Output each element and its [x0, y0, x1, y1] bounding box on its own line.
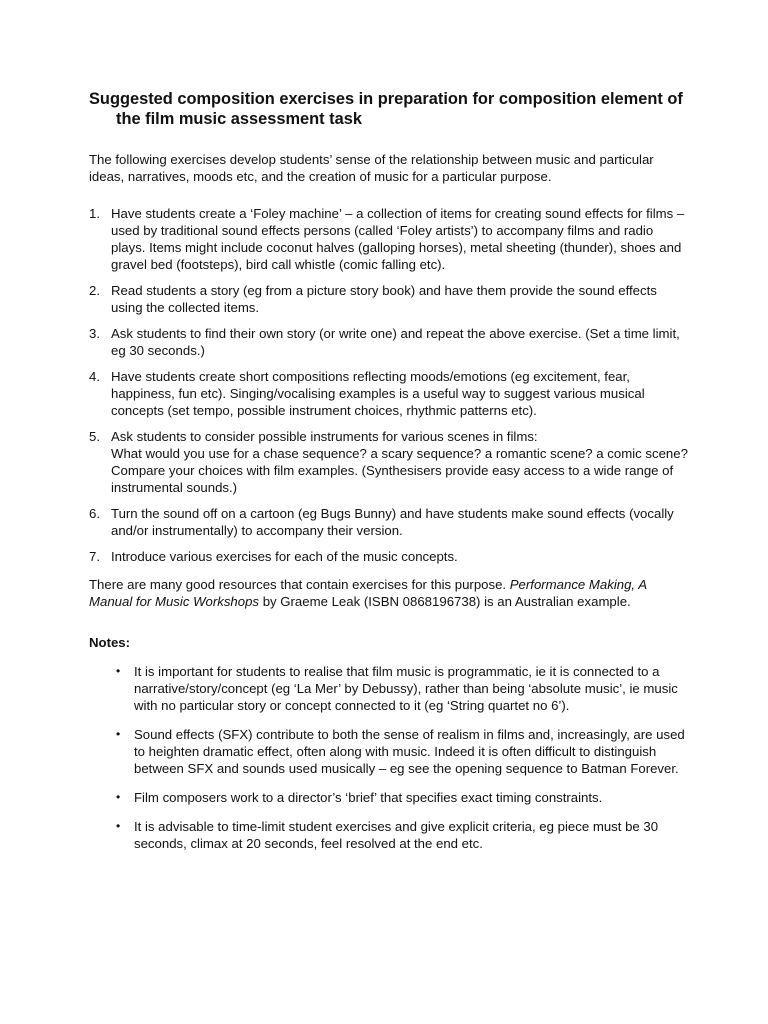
note-text: It is advisable to time-limit student exercises and give explicit criteria, eg piece must be 30 seconds, climax at 20 seconds, feel resolved at the end etc.: [134, 819, 659, 851]
exercise-text: Have students create short compositions reflecting moods/emotions (eg excitement, fear, happiness, fun etc). Singing/vocalising examples is a useful way to suggest various musical concepts (set tempo, possible instrument choices, rhythmic patterns etc).: [111, 369, 645, 418]
note-text: Film composers work to a director’s ‘brief’ that specifies exact timing constraints.: [134, 790, 603, 805]
resources-text-end: by Graeme Leak (ISBN 0868196738) is an Australian example.: [259, 594, 631, 609]
note-item: [116, 818, 688, 852]
exercise-text: Read students a story (eg from a picture story book) and have them provide the sound effects using the collected items.: [111, 283, 657, 315]
note-item: [116, 726, 688, 777]
notes-heading: Notes:: [89, 635, 131, 650]
exercise-list: [89, 205, 688, 565]
bullet-icon: •: [116, 790, 121, 804]
note-item: [116, 663, 688, 714]
exercise-item: [89, 205, 688, 273]
exercise-item: [89, 325, 688, 359]
exercise-number: 4.: [89, 369, 100, 384]
exercise-number: 3.: [89, 326, 100, 341]
exercise-item: [89, 505, 688, 539]
bullet-icon: •: [116, 664, 121, 678]
exercise-item: [89, 282, 688, 316]
note-text: It is important for students to realise that film music is programmatic, ie it is connected to a narrative/story/concept (eg ‘La Mer’ by Debussy), rather than being ‘absolute music’, ie music with no particular story or concept connected to it (eg ‘String quartet no 6’).: [134, 664, 678, 713]
bullet-icon: •: [116, 819, 121, 833]
exercise-text: Ask students to find their own story (or write one) and repeat the above exercise. (Set a time limit, eg 30 seconds.): [111, 326, 680, 358]
exercise-number: 5.: [89, 429, 100, 444]
note-item: [116, 789, 688, 806]
notes-list: [89, 663, 688, 852]
exercise-item: [89, 548, 688, 565]
exercise-number: 1.: [89, 206, 100, 221]
resources-paragraph: [89, 576, 688, 610]
document-title: Suggested composition exercises in preparation for composition element of the film music assessment task: [89, 90, 683, 128]
note-text: Sound effects (SFX) contribute to both the sense of realism in films and, increasingly, are used to heighten dramatic effect, often along with music. Indeed it is often difficult to distinguish between SFX and sounds used musically – eg see the opening sequence to Batman Forever.: [134, 727, 685, 776]
exercise-text: Turn the sound off on a cartoon (eg Bugs Bunny) and have students make sound effects (vocally and/or instrumentally) to accompany their version.: [111, 506, 674, 538]
exercise-item: [89, 428, 688, 496]
book-title: Performance Making, A Manual for Music Workshops: [89, 577, 647, 609]
exercise-text: Have students create a ‘Foley machine’ – a collection of items for creating sound effects for films – used by traditional sound effects persons (called ‘Foley artists’) to accompany films and radio plays. Items might include coconut halves (galloping horses), metal sheeting (thunder), shoes and gravel bed (footsteps), bird call whistle (comic falling etc).: [111, 206, 685, 272]
exercise-number: 7.: [89, 549, 100, 564]
exercise-text: Introduce various exercises for each of the music concepts.: [111, 549, 458, 564]
bullet-icon: •: [116, 727, 121, 741]
exercise-item: [89, 368, 688, 419]
exercise-text: Ask students to consider possible instruments for various scenes in films:: [111, 429, 538, 444]
exercise-number: 6.: [89, 506, 100, 521]
exercise-number: 2.: [89, 283, 100, 298]
exercise-text-continued: What would you use for a chase sequence? a scary sequence? a romantic scene? a comic scene? Compare your choices with film examples. (Synthesisers provide easy access to a wide range of instrumental sounds.): [111, 446, 688, 495]
resources-text: There are many good resources that contain exercises for this purpose.: [89, 577, 510, 592]
intro-paragraph: The following exercises develop students’ sense of the relationship between music and particular ideas, narratives, moods etc, and the creation of music for a particular purpose.: [89, 152, 654, 184]
